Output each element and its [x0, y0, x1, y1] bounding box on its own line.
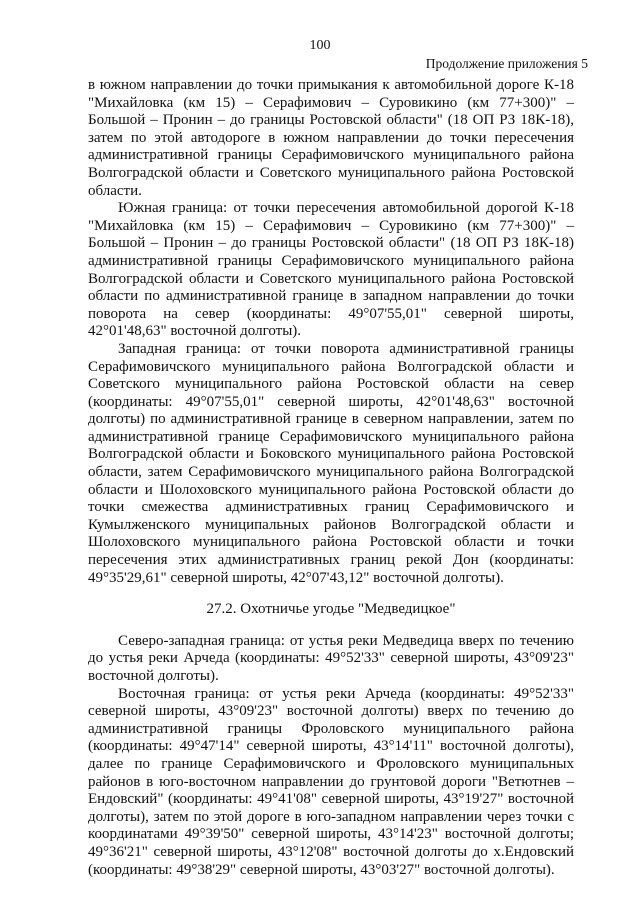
paragraph-continuation: в южном направлении до точки примыкания к автомобильной дороге К-18 "Михайловка (км 15) – Серафимович – Суровикино (км 77+300)" – Большой – Пронин – до границы Ростовской области" (18 ОП РЗ 18К-18), затем по этой автодороге в южном направлении до точки пересечения административной границы Серафимовичского муниципального района Волгоградской области и Советского муниципального района Ростовской области. — [88, 77, 574, 199]
paragraph-western-border: Западная граница: от точки поворота административной границы Серафимовичского муниципального района Волгоградской области и Советского муниципального района Ростовской области на север (координаты: 49°07'55,01" северной широты, 42°01'48,63" восточной долготы) по административной границе в северном направлении, затем по административной границе Серафимовичского муниципального района Волгоградской области и Боковского муниципального района Ростовской области, затем Серафимовичского муниципального района Волгоградской области и Шолоховского муниципального района Ростовской области до точки смежества административных границ Серафимовичского и Кумылженского муниципальных районов Волгоградской области и Шолоховского муниципального района Ростовской области и точки пересечения этих административных границ рекой Дон (координаты: 49°35'29,61" северной широты, 42°07'43,12" восточной долготы). — [88, 340, 574, 586]
appendix-continuation-note: Продолжение приложения 5 — [425, 56, 588, 71]
paragraph-northwestern-border: Северо-западная граница: от устья реки Медведица вверх по течению до устья реки Арчеда (координаты: 49°52'33" северной широты, 43°09'23" восточной долготы). — [88, 632, 574, 684]
section-heading: 27.2. Охотничье угодье "Медведицкое" — [206, 601, 456, 618]
paragraph-eastern-border: Восточная граница: от устья реки Арчеда (координаты: 49°52'33" северной широты, 43°09'23" восточной долготы) вверх по течению до административной границы Фроловского муниципального района (координаты: 49°47'14" северной широты, 43°14'11" восточной долготы), далее по границе Серафимовичского и Фроловского муниципальных районов в юго-восточном направлении до грунтовой дороги "Ветютнев – Ендовский" (координаты: 49°41'08" северной широты, 43°19'27" восточной долготы), затем по этой дороге в юго-западном направлении через точки с координатами 49°39'50" северной широты, 43°14'23" восточной долготы; 49°36'21" северной широты, 43°12'08" восточной долготы до х.Ендовский (координаты: 49°38'29" северной широты, 43°03'27" восточной долготы). — [88, 685, 574, 878]
page-number: 100 — [309, 38, 331, 53]
document-body — [88, 77, 574, 879]
paragraph-southern-border: Южная граница: от точки пересечения автомобильной дорогой К-18 "Михайловка (км 15) – Серафимович – Суровикино (км 77+300)" – Большой – Пронин – до границы Ростовской области" (18 ОП РЗ 18К-18) административной границы Серафимовичского муниципального района Волгоградской области и Советского муниципального района Ростовской области по административной границе в западном направлении до точки поворота на север (координаты: 49°07'55,01" северной широты, 42°01'48,63" восточной долготы). — [88, 200, 574, 340]
